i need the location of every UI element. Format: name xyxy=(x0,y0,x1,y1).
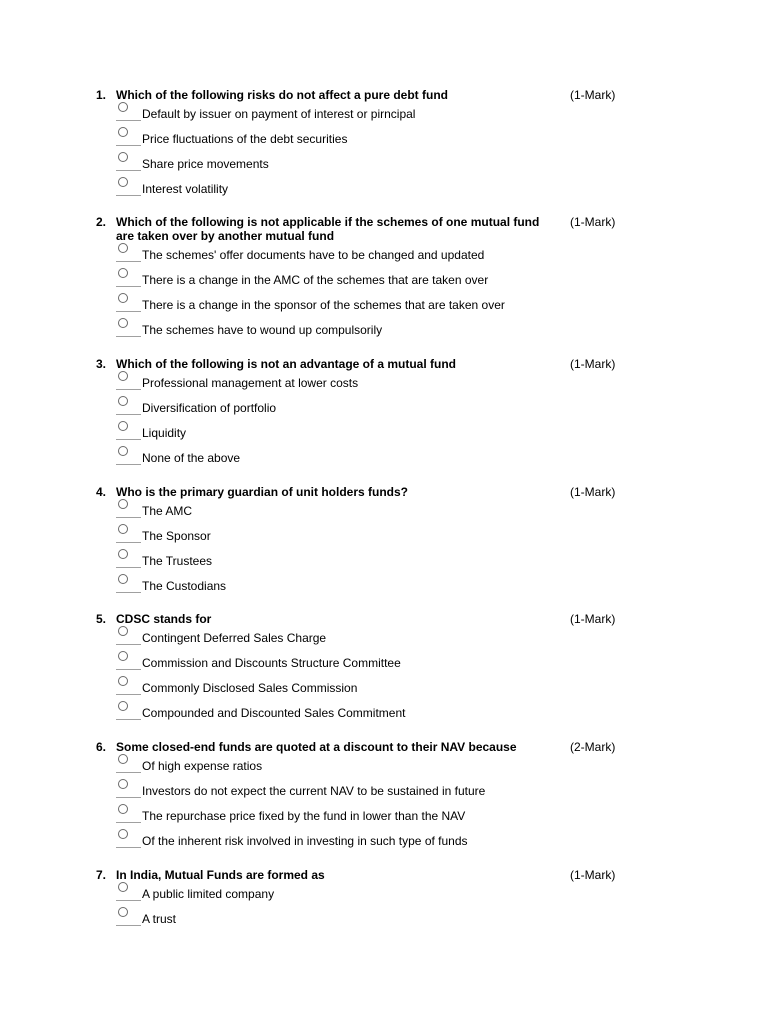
option-underline xyxy=(116,719,141,720)
question-header xyxy=(96,868,636,882)
option-label: The schemes have to wound up compulsorily xyxy=(142,323,383,337)
radio-button-icon[interactable] xyxy=(118,318,128,328)
option-underline xyxy=(116,900,141,901)
radio-button-icon[interactable] xyxy=(118,804,128,814)
question-header xyxy=(96,357,636,371)
question-6 xyxy=(96,740,636,865)
radio-button-icon[interactable] xyxy=(118,907,128,917)
option-label: Default by issuer on payment of interest or pirncipal xyxy=(142,107,416,121)
option-label: Share price movements xyxy=(142,157,269,171)
option-underline xyxy=(116,120,141,121)
option-label: Interest volatility xyxy=(142,182,229,196)
answer-options xyxy=(96,376,636,482)
option-underline xyxy=(116,195,141,196)
option-label: Contingent Deferred Sales Charge xyxy=(142,631,327,645)
option-label: Diversification of portfolio xyxy=(142,401,277,415)
question-header xyxy=(96,88,636,102)
question-marks: (1-Mark) xyxy=(570,88,616,102)
question-text: In India, Mutual Funds are formed as xyxy=(116,868,325,882)
option-underline xyxy=(116,170,141,171)
radio-button-icon[interactable] xyxy=(118,499,128,509)
radio-button-icon[interactable] xyxy=(118,626,128,636)
option-underline xyxy=(116,644,141,645)
option-underline xyxy=(116,414,141,415)
answer-option[interactable] xyxy=(96,323,636,354)
question-number: 2. xyxy=(96,215,107,229)
option-underline xyxy=(116,464,141,465)
radio-button-icon[interactable] xyxy=(118,829,128,839)
option-label: The Custodians xyxy=(142,579,227,593)
option-underline xyxy=(116,336,141,337)
option-label: The Trustees xyxy=(142,554,213,568)
question-number: 3. xyxy=(96,357,107,371)
option-label: The Sponsor xyxy=(142,529,211,543)
radio-button-icon[interactable] xyxy=(118,102,128,112)
option-label: A public limited company xyxy=(142,887,275,901)
question-marks: (1-Mark) xyxy=(570,357,616,371)
answer-options xyxy=(96,248,636,354)
question-text: CDSC stands for xyxy=(116,612,212,626)
question-marks: (1-Mark) xyxy=(570,485,616,499)
radio-button-icon[interactable] xyxy=(118,177,128,187)
option-underline xyxy=(116,542,141,543)
question-marks: (1-Mark) xyxy=(570,215,616,229)
option-label: Investors do not expect the current NAV to be sustained in future xyxy=(142,784,486,798)
answer-option[interactable] xyxy=(96,834,636,865)
radio-button-icon[interactable] xyxy=(118,574,128,584)
question-header xyxy=(96,215,636,243)
option-label: The AMC xyxy=(142,504,193,518)
option-underline xyxy=(116,925,141,926)
answer-options xyxy=(96,631,636,737)
option-label: Of high expense ratios xyxy=(142,759,263,773)
question-text: Who is the primary guardian of unit holders funds? xyxy=(116,485,409,499)
question-text: Which of the following risks do not affect a pure debt fund xyxy=(116,88,448,102)
question-number: 4. xyxy=(96,485,107,499)
option-underline xyxy=(116,389,141,390)
option-underline xyxy=(116,517,141,518)
radio-button-icon[interactable] xyxy=(118,371,128,381)
radio-button-icon[interactable] xyxy=(118,779,128,789)
question-header xyxy=(96,612,636,626)
answer-options xyxy=(96,504,636,610)
option-label: Of the inherent risk involved in investing in such type of funds xyxy=(142,834,468,848)
radio-button-icon[interactable] xyxy=(118,293,128,303)
radio-button-icon[interactable] xyxy=(118,396,128,406)
option-underline xyxy=(116,286,141,287)
radio-button-icon[interactable] xyxy=(118,268,128,278)
answer-option[interactable] xyxy=(96,887,636,918)
option-underline xyxy=(116,145,141,146)
question-number: 6. xyxy=(96,740,107,754)
question-marks: (1-Mark) xyxy=(570,612,616,626)
radio-button-icon[interactable] xyxy=(118,701,128,711)
answer-option[interactable] xyxy=(96,451,636,482)
question-text: Which of the following is not applicable if the schemes of one mutual fund are taken over by another mutual fund xyxy=(116,215,540,243)
answer-options xyxy=(96,759,636,865)
radio-button-icon[interactable] xyxy=(118,651,128,661)
option-label: Commission and Discounts Structure Committee xyxy=(142,656,401,670)
option-label: None of the above xyxy=(142,451,241,465)
radio-button-icon[interactable] xyxy=(118,446,128,456)
option-label: Price fluctuations of the debt securities xyxy=(142,132,348,146)
option-underline xyxy=(116,822,141,823)
question-4 xyxy=(96,485,636,610)
radio-button-icon[interactable] xyxy=(118,152,128,162)
radio-button-icon[interactable] xyxy=(118,243,128,253)
answer-option[interactable] xyxy=(96,579,636,610)
option-label: Professional management at lower costs xyxy=(142,376,359,390)
radio-button-icon[interactable] xyxy=(118,421,128,431)
option-underline xyxy=(116,261,141,262)
option-label: Liquidity xyxy=(142,426,187,440)
question-text: Which of the following is not an advantage of a mutual fund xyxy=(116,357,456,371)
option-label: There is a change in the AMC of the schemes that are taken over xyxy=(142,273,489,287)
option-underline xyxy=(116,847,141,848)
answer-options xyxy=(96,107,636,213)
radio-button-icon[interactable] xyxy=(118,676,128,686)
option-underline xyxy=(116,772,141,773)
option-underline xyxy=(116,439,141,440)
answer-option[interactable] xyxy=(96,912,636,943)
question-header xyxy=(96,740,636,754)
radio-button-icon[interactable] xyxy=(118,127,128,137)
question-7 xyxy=(96,868,636,943)
option-underline xyxy=(116,669,141,670)
question-marks: (1-Mark) xyxy=(570,868,616,882)
radio-button-icon[interactable] xyxy=(118,882,128,892)
question-number: 7. xyxy=(96,868,107,882)
option-underline xyxy=(116,567,141,568)
answer-option[interactable] xyxy=(96,706,636,737)
question-header xyxy=(96,485,636,499)
radio-button-icon[interactable] xyxy=(118,549,128,559)
option-label: There is a change in the sponsor of the schemes that are taken over xyxy=(142,298,505,312)
question-2 xyxy=(96,215,636,354)
option-label: Commonly Disclosed Sales Commission xyxy=(142,681,358,695)
option-label: Compounded and Discounted Sales Commitment xyxy=(142,706,406,720)
option-label: A trust xyxy=(142,912,177,926)
option-underline xyxy=(116,311,141,312)
question-number: 5. xyxy=(96,612,107,626)
option-underline xyxy=(116,592,141,593)
radio-button-icon[interactable] xyxy=(118,524,128,534)
question-1 xyxy=(96,88,636,213)
question-3 xyxy=(96,357,636,482)
question-text: Some closed-end funds are quoted at a discount to their NAV because xyxy=(116,740,517,754)
option-underline xyxy=(116,797,141,798)
question-marks: (2-Mark) xyxy=(570,740,616,754)
question-5 xyxy=(96,612,636,737)
radio-button-icon[interactable] xyxy=(118,754,128,764)
option-label: The repurchase price fixed by the fund in lower than the NAV xyxy=(142,809,466,823)
option-underline xyxy=(116,694,141,695)
answer-option[interactable] xyxy=(96,182,636,213)
question-number: 1. xyxy=(96,88,107,102)
option-label: The schemes' offer documents have to be changed and updated xyxy=(142,248,485,262)
answer-options xyxy=(96,887,636,943)
